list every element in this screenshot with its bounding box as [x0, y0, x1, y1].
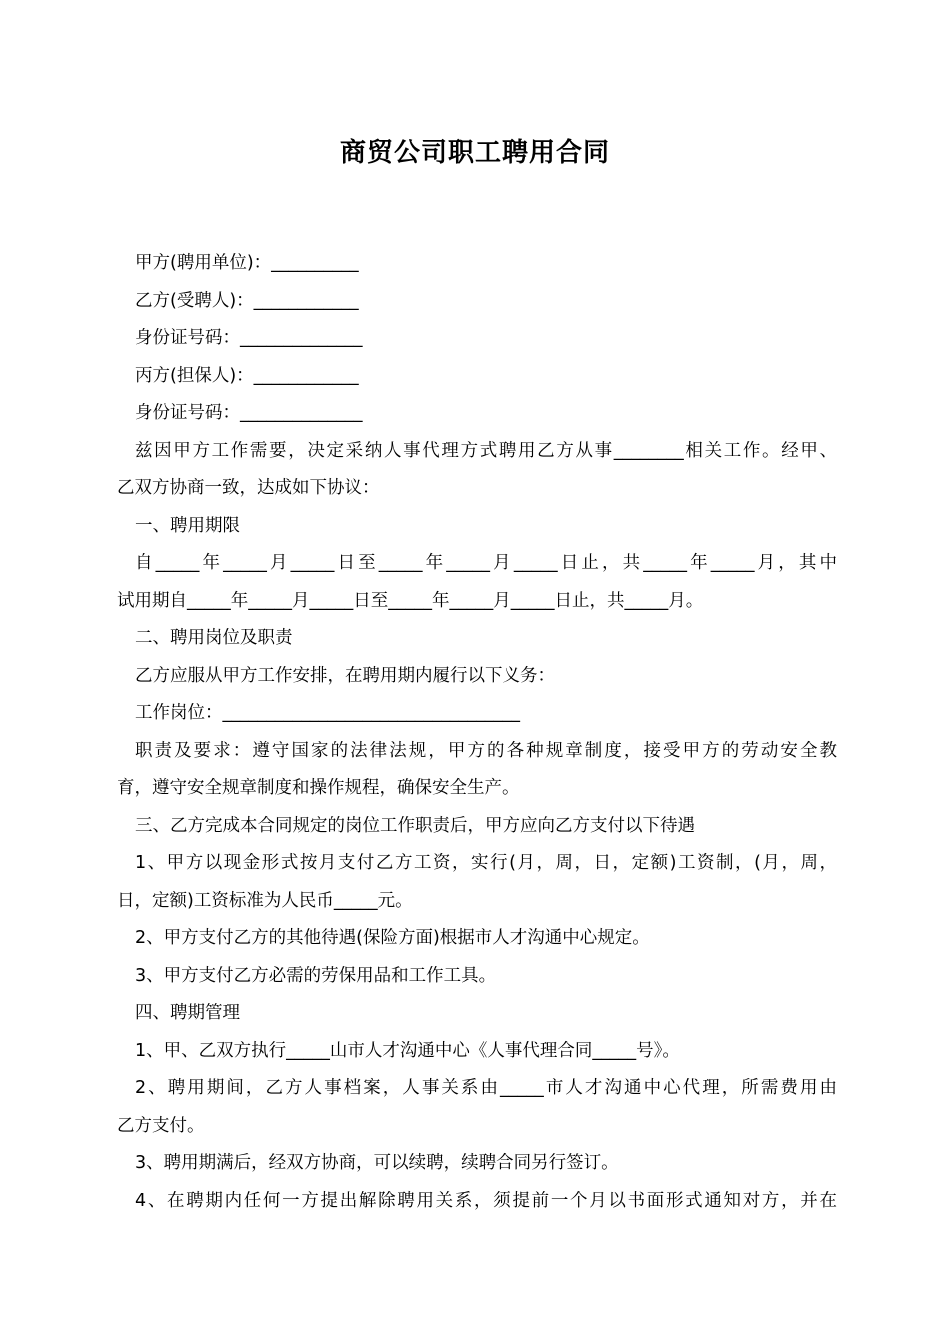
compensation-1-line-2: 日，定额)工资标准为人民币_____元。: [117, 890, 413, 911]
section-heading-compensation: 三、乙方完成本合同规定的岗位工作职责后，甲方应向乙方支付以下待遇: [135, 815, 695, 836]
party-a-field: 甲方(聘用单位)：__________: [135, 253, 359, 273]
section-heading-term: 一、聘用期限: [135, 515, 240, 536]
management-2-line-1: 2、聘用期间，乙方人事档案，人事关系由_____市人才沟通中心代理，所需费用由: [135, 1078, 837, 1098]
preamble-line-2: 乙双方协商一致，达成如下协议：: [117, 478, 380, 498]
job-position-field: 工作岗位：__________________________________: [135, 703, 520, 723]
compensation-1-line-1: 1、甲方以现金形式按月支付乙方工资，实行(月，周，日，定额)工资制，(月，周，: [135, 853, 837, 873]
party-b-id-field: 身份证号码：______________: [135, 328, 363, 348]
position-intro: 乙方应服从甲方工作安排，在聘用期内履行以下义务：: [135, 665, 555, 686]
compensation-2: 2、甲方支付乙方的其他待遇(保险方面)根据市人才沟通中心规定。: [135, 928, 650, 948]
duties-line-2: 育，遵守安全规章制度和操作规程，确保安全生产。: [117, 778, 520, 798]
preamble-line-1: 兹因甲方工作需要，决定采纳人事代理方式聘用乙方从事________相关工作。经甲、: [135, 440, 837, 461]
management-4-line-1: 4、在聘期内任何一方提出解除聘用关系，须提前一个月以书面形式通知对方，并在: [135, 1190, 837, 1211]
compensation-3: 3、甲方支付乙方必需的劳保用品和工作工具。: [135, 965, 497, 986]
management-2-line-2: 乙方支付。: [117, 1115, 205, 1136]
duties-line-1: 职责及要求：遵守国家的法律法规，甲方的各种规章制度，接受甲方的劳动安全教: [135, 740, 837, 761]
term-line-1: 自_____年_____月_____日至_____年_____月_____日止，共_____年_____月，其中: [135, 553, 837, 573]
term-line-2: 试用期自_____年_____月_____日至_____年_____月_____日止，共_____月。: [117, 590, 704, 611]
document-title: 商贸公司职工聘用合同: [339, 138, 610, 168]
party-c-field: 丙方(担保人)：____________: [135, 365, 359, 386]
section-heading-management: 四、聘期管理: [135, 1003, 240, 1023]
document-body: [117, 245, 837, 1220]
party-b-field: 乙方(受聘人)：____________: [135, 290, 359, 311]
management-3: 3、聘用期满后，经双方协商，可以续聘，续聘合同另行签订。: [135, 1153, 619, 1173]
party-c-id-field: 身份证号码：______________: [135, 403, 363, 423]
management-1: 1、甲、乙双方执行_____山市人才沟通中心《人事代理合同_____号》。: [135, 1040, 680, 1061]
section-heading-position: 二、聘用岗位及职责: [135, 628, 293, 648]
